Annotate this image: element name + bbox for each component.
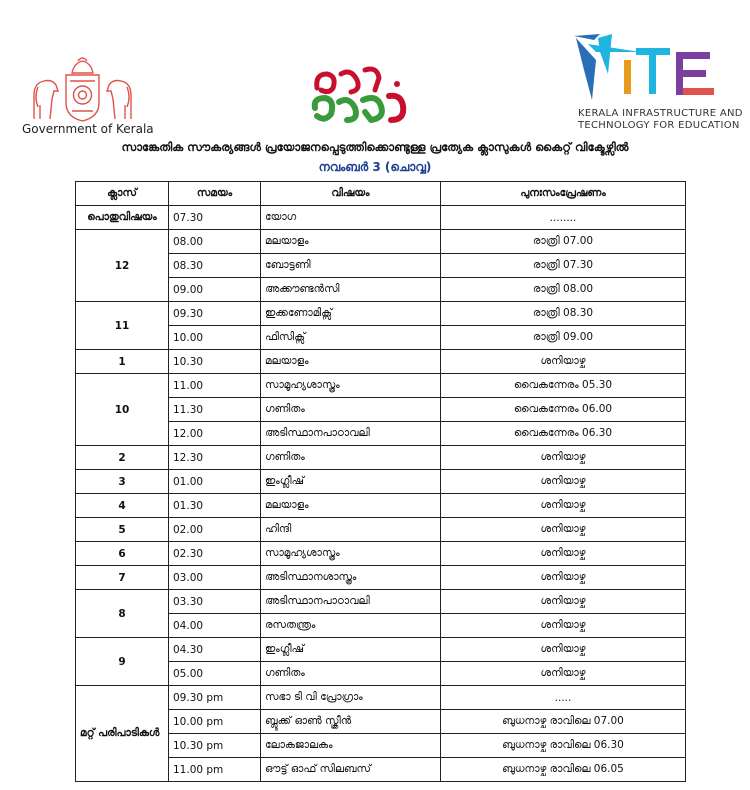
class-cell: 3 — [76, 470, 169, 494]
subject-cell: അടിസ്ഥാനശാസ്ത്രം — [261, 566, 441, 590]
time-cell: 01.00 — [169, 470, 261, 494]
document-title: സാങ്കേതിക സൗകര്യങ്ങൾ പ്രയോജനപ്പെടുത്തിക്കൊണ്ടുള്ള പ്രത്യേക ക്ലാസുകൾ കൈറ്റ് വിക്ടേഴ്സിൽ — [121, 140, 629, 154]
time-cell: 10.30 — [169, 350, 261, 374]
class-cell: മറ്റ് പരിപാടികൾ — [76, 686, 169, 782]
rebroadcast-cell: വൈകന്നേരം 06.00 — [441, 398, 686, 422]
time-cell: 02.30 — [169, 542, 261, 566]
time-cell: 04.30 — [169, 638, 261, 662]
rebroadcast-cell: ശനിയാഴ്ച — [441, 590, 686, 614]
subject-cell: സഭാ ടി വി പ്രോഗ്രാം — [261, 686, 441, 710]
time-cell: 02.00 — [169, 518, 261, 542]
subject-cell: ഇക്കണോമിക്സ് — [261, 302, 441, 326]
gov-label: Government of Kerala — [22, 122, 154, 136]
time-cell: 07.30 — [169, 206, 261, 230]
rebroadcast-cell: ശനിയാഴ്ച — [441, 614, 686, 638]
subject-cell: ലോകജാലകം — [261, 734, 441, 758]
subject-cell: ഔട്ട് ഓഫ് സിലബസ് — [261, 758, 441, 782]
class-cell: 7 — [76, 566, 169, 590]
rebroadcast-cell: ബുധനാഴ്ച രാവിലെ 06.05 — [441, 758, 686, 782]
rebroadcast-cell: ശനിയാഴ്ച — [441, 350, 686, 374]
class-cell: 4 — [76, 494, 169, 518]
rebroadcast-cell: ശനിയാഴ്ച — [441, 446, 686, 470]
time-cell: 11.00 — [169, 374, 261, 398]
table-row — [76, 686, 686, 710]
kite-label-line1: KERALA INFRASTRUCTURE AND — [578, 108, 743, 119]
rebroadcast-cell: ........ — [441, 206, 686, 230]
class-cell: 10 — [76, 374, 169, 446]
time-cell: 10.00 pm — [169, 710, 261, 734]
time-cell: 11.30 — [169, 398, 261, 422]
time-cell: 09.30 pm — [169, 686, 261, 710]
rebroadcast-cell: വൈകന്നേരം 06.30 — [441, 422, 686, 446]
time-cell: 03.30 — [169, 590, 261, 614]
column-header-time: സമയം — [169, 182, 261, 206]
subject-cell: ഇംഗ്ലീഷ് — [261, 638, 441, 662]
rebroadcast-cell: രാത്രി 07.30 — [441, 254, 686, 278]
table-row — [76, 302, 686, 326]
table-row — [76, 446, 686, 470]
rebroadcast-cell: രാത്രി 07.00 — [441, 230, 686, 254]
class-cell: 6 — [76, 542, 169, 566]
table-row — [76, 494, 686, 518]
class-cell: 1 — [76, 350, 169, 374]
rebroadcast-cell: ശനിയാഴ്ച — [441, 638, 686, 662]
time-cell: 11.00 pm — [169, 758, 261, 782]
rebroadcast-cell: ശനിയാഴ്ച — [441, 566, 686, 590]
kite-label — [578, 108, 743, 132]
kite-logo — [570, 30, 720, 108]
class-cell: 5 — [76, 518, 169, 542]
rebroadcast-cell: ശനിയാഴ്ച — [441, 662, 686, 686]
time-cell: 09.00 — [169, 278, 261, 302]
table-header-row — [76, 182, 686, 206]
column-header-subject: വിഷയം — [261, 182, 441, 206]
subject-cell: ബ്ലൂക്ക് ഓൺ സ്ക്രീൻ — [261, 710, 441, 734]
schedule-table — [75, 181, 686, 782]
table-row — [76, 638, 686, 662]
time-cell: 09.30 — [169, 302, 261, 326]
time-cell: 03.00 — [169, 566, 261, 590]
subject-cell: രസതന്ത്രം — [261, 614, 441, 638]
first-bell-logo — [305, 60, 415, 128]
table-row — [76, 542, 686, 566]
subject-cell: ഗണിതം — [261, 662, 441, 686]
table-row — [76, 350, 686, 374]
table-row — [76, 206, 686, 230]
column-header-class: ക്ലാസ് — [76, 182, 169, 206]
rebroadcast-cell: ..... — [441, 686, 686, 710]
rebroadcast-cell: ശനിയാഴ്ച — [441, 494, 686, 518]
subject-cell: മലയാളം — [261, 350, 441, 374]
subject-cell: ഹിന്ദി — [261, 518, 441, 542]
rebroadcast-cell: ബുധനാഴ്ച രാവിലെ 06.30 — [441, 734, 686, 758]
subject-cell: അടിസ്ഥാനപാഠാവലി — [261, 590, 441, 614]
time-cell: 10.00 — [169, 326, 261, 350]
time-cell: 05.00 — [169, 662, 261, 686]
rebroadcast-cell: രാത്രി 08.00 — [441, 278, 686, 302]
time-cell: 01.30 — [169, 494, 261, 518]
schedule-body — [76, 206, 686, 782]
subject-cell: ഗണിതം — [261, 446, 441, 470]
time-cell: 08.30 — [169, 254, 261, 278]
time-cell: 12.00 — [169, 422, 261, 446]
rebroadcast-cell: ശനിയാഴ്ച — [441, 542, 686, 566]
kite-label-line2: TECHNOLOGY FOR EDUCATION — [578, 120, 740, 131]
subject-cell: ഇംഗ്ലീഷ് — [261, 470, 441, 494]
rebroadcast-cell: ബുധനാഴ്ച രാവിലെ 07.00 — [441, 710, 686, 734]
time-cell: 12.30 — [169, 446, 261, 470]
class-cell: 8 — [76, 590, 169, 638]
rebroadcast-cell: രാത്രി 08.30 — [441, 302, 686, 326]
table-row — [76, 230, 686, 254]
subject-cell: മലയാളം — [261, 494, 441, 518]
subject-cell: മലയാളം — [261, 230, 441, 254]
column-header-rebroadcast: പുനഃസംപ്രേഷണം — [441, 182, 686, 206]
rebroadcast-cell: ശനിയാഴ്ച — [441, 518, 686, 542]
rebroadcast-cell: രാത്രി 09.00 — [441, 326, 686, 350]
subject-cell: യോഗ — [261, 206, 441, 230]
class-cell: 9 — [76, 638, 169, 686]
subject-cell: ഗണിതം — [261, 398, 441, 422]
subject-cell: അടിസ്ഥാനപാഠാവലി — [261, 422, 441, 446]
subject-cell: ബോട്ടണി — [261, 254, 441, 278]
subject-cell: സാമൂഹ്യശാസ്ത്രം — [261, 374, 441, 398]
subject-cell: അക്കൗണ്ടൻസി — [261, 278, 441, 302]
table-row — [76, 470, 686, 494]
schedule-date: നവംബർ 3 (ചൊവ്വ) — [318, 160, 432, 174]
page-header — [0, 0, 750, 140]
time-cell: 10.30 pm — [169, 734, 261, 758]
class-cell: പൊതുവിഷയം — [76, 206, 169, 230]
time-cell: 04.00 — [169, 614, 261, 638]
rebroadcast-cell: ശനിയാഴ്ച — [441, 470, 686, 494]
kerala-emblem-logo — [30, 55, 135, 125]
table-row — [76, 566, 686, 590]
table-row — [76, 374, 686, 398]
class-cell: 11 — [76, 302, 169, 350]
class-cell: 12 — [76, 230, 169, 302]
table-row — [76, 590, 686, 614]
table-row — [76, 518, 686, 542]
subject-cell: സാമൂഹ്യശാസ്ത്രം — [261, 542, 441, 566]
rebroadcast-cell: വൈകന്നേരം 05.30 — [441, 374, 686, 398]
time-cell: 08.00 — [169, 230, 261, 254]
class-cell: 2 — [76, 446, 169, 470]
subject-cell: ഫിസിക്സ് — [261, 326, 441, 350]
